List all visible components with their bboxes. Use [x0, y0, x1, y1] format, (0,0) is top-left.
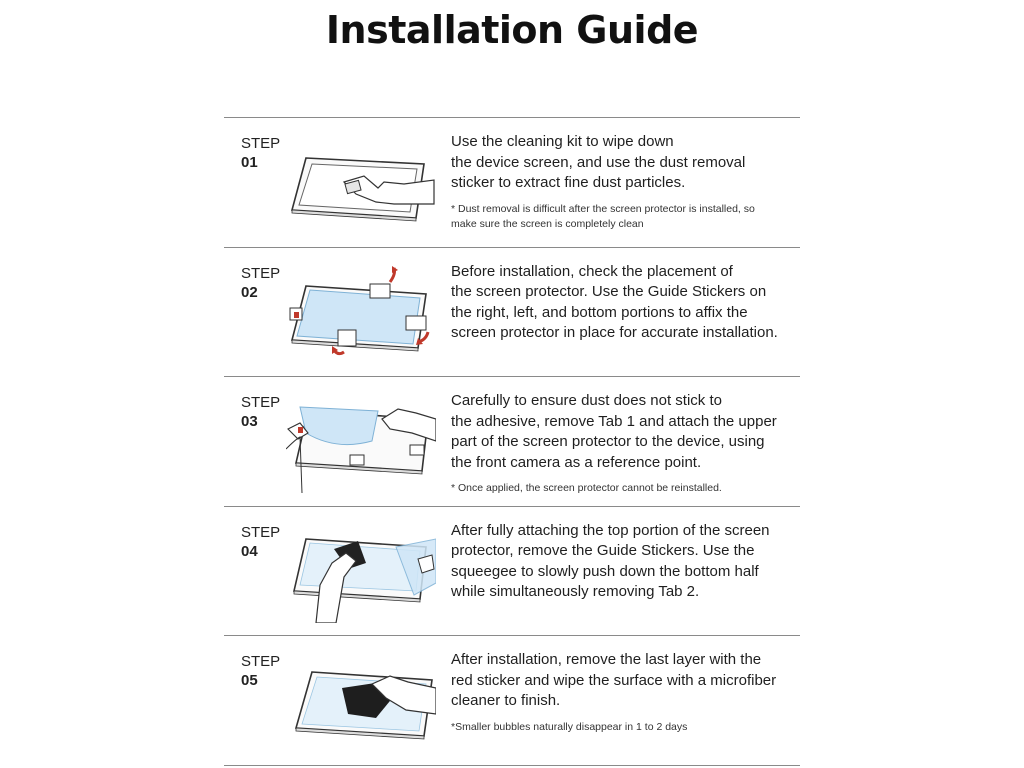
step-instructions: After fully attaching the top portion of the screen protector, remove the Guide Stickers. Use the squeegee to slowly push down the bottom half while simultaneously removing Tab 2. [451, 521, 770, 600]
step-description [451, 521, 796, 603]
step-description [451, 650, 796, 735]
step-number: 05 [241, 672, 258, 689]
tablet-wipe-illustration [286, 130, 436, 234]
step-description [451, 132, 796, 232]
step-instructions: Before installation, check the placement of the screen protector. Use the Guide Stickers on the right, left, and bottom portions to affix the screen protector in place for accurate installation. [451, 262, 778, 341]
tablet-guide-stickers-illustration [286, 260, 436, 364]
installation-steps [224, 117, 800, 766]
step-label [241, 264, 280, 302]
step-label [241, 652, 280, 690]
step-number: 04 [241, 542, 258, 560]
step-instructions: Use the cleaning kit to wipe down the device screen, and use the dust removal sticker to extract fine dust particles. [451, 133, 746, 191]
tablet-squeegee-illustration [286, 519, 436, 623]
step-note: * Once applied, the screen protector cannot be reinstalled. [451, 482, 722, 494]
step-word: STEP [241, 523, 281, 541]
step-number: 01 [241, 154, 258, 171]
step-05 [224, 636, 800, 766]
step-label [241, 134, 280, 172]
step-word: STEP [241, 135, 281, 152]
step-03 [224, 377, 800, 507]
tablet-attach-protector-illustration [286, 389, 436, 493]
step-note: *Smaller bubbles naturally disappear in 1 to 2 days [451, 720, 688, 733]
step-instructions: After installation, remove the last layer with the red sticker and wipe the surface with a microfiber cleaner to finish. [451, 651, 777, 709]
step-01 [224, 117, 800, 248]
step-description [451, 262, 796, 344]
step-02 [224, 248, 800, 378]
step-label [241, 523, 280, 561]
step-instructions: Carefully to ensure dust does not stick to the adhesive, remove Tab 1 and attach the upper part of the screen protector to the device, using the front camera as a reference point. [451, 392, 777, 471]
step-note: * Dust removal is difficult after the screen protector is installed, so make sure the screen is completely clean [451, 202, 755, 230]
step-description [451, 391, 796, 496]
step-04 [224, 507, 800, 637]
page-title: Installation Guide [325, 8, 699, 52]
step-word: STEP [241, 653, 281, 670]
step-word: STEP [241, 264, 281, 282]
tablet-microfiber-illustration [286, 648, 436, 752]
step-word: STEP [241, 394, 281, 411]
step-number: 02 [241, 283, 258, 301]
step-label [241, 393, 280, 431]
step-number: 03 [241, 413, 258, 430]
